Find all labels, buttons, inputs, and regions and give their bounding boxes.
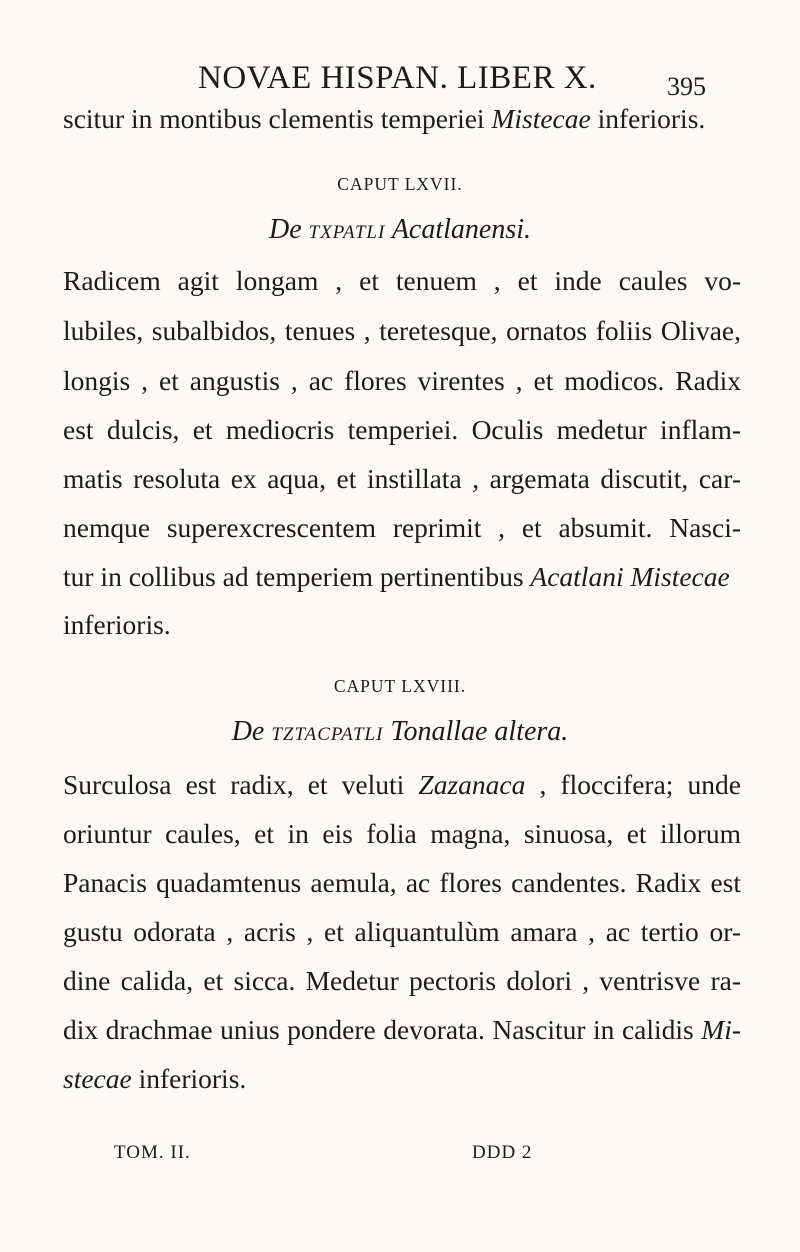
caput-heading-68: CAPUT LXVIII. bbox=[333, 676, 467, 696]
opening-text: scitur in montibus clementis temperiei bbox=[63, 103, 492, 134]
chapter-title-name: TXPATLI bbox=[308, 222, 386, 243]
chapter-title-rest: Tonallae altera. bbox=[383, 716, 569, 747]
chapter-68-line-2: oriuntur caules, et in eis folia magna, sinuosa, et illorum bbox=[63, 818, 741, 849]
chapter-67-line-4: est dulcis, et mediocris temperiei. Oculis medetur inflam- bbox=[63, 414, 741, 445]
chapter-68-line-1 bbox=[63, 771, 741, 799]
chapter-68-line-1-c: , floccifera; unde bbox=[525, 769, 741, 800]
opening-italic: Mistecae bbox=[491, 103, 591, 134]
chapter-68-line-1-italic: Zazanaca bbox=[418, 769, 526, 800]
chapter-67-line-2: lubiles, subalbidos, tenues , teretesque, ornatos foliis Olivae, bbox=[63, 315, 741, 346]
chapter-68-line-6 bbox=[63, 1016, 741, 1044]
footer-volume: TOM. II. bbox=[114, 1142, 191, 1163]
chapter-67-line-7 bbox=[63, 563, 741, 591]
opening-line bbox=[63, 105, 741, 133]
chapter-68-line-7-italic: stecae bbox=[63, 1063, 132, 1094]
chapter-68-line-5: dine calida, et sicca. Medetur pectoris dolori , ventrisve ra- bbox=[63, 965, 741, 996]
chapter-68-line-1-a: Surculosa est radix, et veluti bbox=[63, 769, 419, 800]
chapter-title-68 bbox=[0, 718, 800, 746]
chapter-title-67 bbox=[0, 216, 800, 244]
chapter-title-de: De bbox=[268, 214, 309, 245]
chapter-title-rest: Acatlanensi. bbox=[385, 214, 532, 245]
opening-tail: inferioris. bbox=[590, 103, 706, 134]
chapter-67-line-5: matis resoluta ex aqua, et instillata , argemata discutit, car- bbox=[63, 463, 741, 494]
chapter-67-line-6: nemque superexcrescentem reprimit , et absumit. Nasci- bbox=[63, 512, 741, 543]
chapter-67-line-7-text: tur in collibus ad temperiem pertinentibus bbox=[63, 561, 531, 592]
chapter-68-line-4: gustu odorata , acris , et aliquantulùm amara , ac tertio or- bbox=[63, 916, 741, 947]
chapter-67-line-3: longis , et angustis , ac flores virentes , et modicos. Radix bbox=[63, 365, 741, 396]
chapter-68-line-6-italic: Mi- bbox=[701, 1014, 741, 1045]
chapter-68-line-3: Panacis quadamtenus aemula, ac flores candentes. Radix est bbox=[63, 867, 741, 898]
chapter-67-line-1: Radicem agit longam , et tenuem , et inde caules vo- bbox=[63, 265, 741, 296]
chapter-title-name: TZTACPATLI bbox=[271, 724, 384, 745]
chapter-title-de: De bbox=[231, 716, 272, 747]
page-number: 395 bbox=[667, 72, 706, 101]
chapter-67-line-7-italic: Acatlani Mistecae bbox=[530, 561, 730, 592]
chapter-67-line-8: inferioris. bbox=[63, 609, 171, 640]
running-head: NOVAE HISPAN. LIBER X. bbox=[198, 60, 597, 96]
chapter-68-line-7 bbox=[63, 1065, 741, 1093]
caput-heading-67: CAPUT LXVII. bbox=[337, 174, 463, 194]
chapter-68-line-7-text: inferioris. bbox=[131, 1063, 247, 1094]
footer-signature: DDD 2 bbox=[472, 1142, 533, 1163]
chapter-68-line-6-text: dix drachmae unius pondere devorata. Nascitur in calidis bbox=[63, 1014, 702, 1045]
